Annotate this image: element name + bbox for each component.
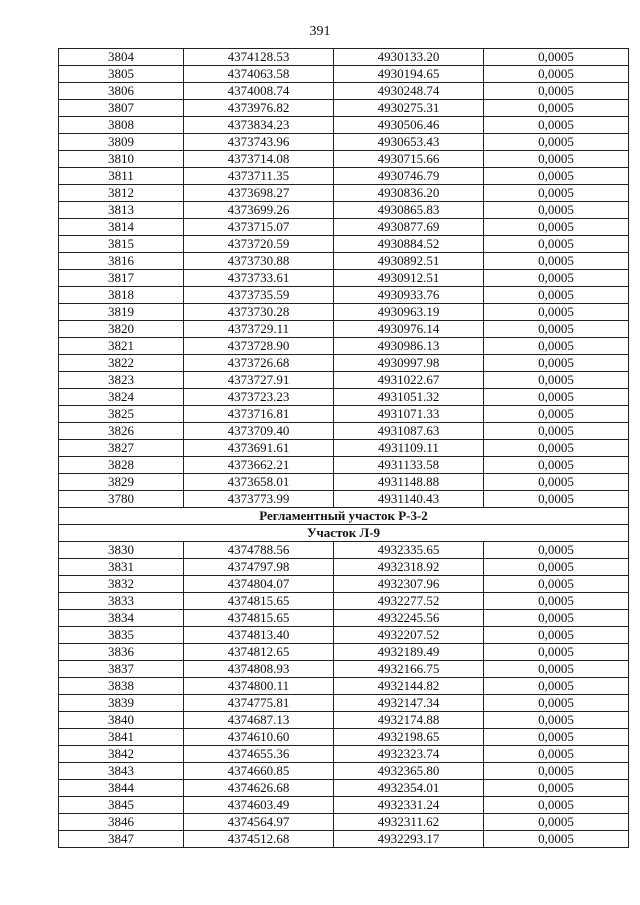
table-row	[59, 287, 629, 304]
y-coordinate-cell: 4930715.66	[334, 151, 484, 168]
y-coordinate-cell: 4930912.51	[334, 270, 484, 287]
accuracy-cell: 0,0005	[484, 406, 629, 423]
y-coordinate-cell: 4932198.65	[334, 729, 484, 746]
y-coordinate-cell: 4932311.62	[334, 814, 484, 831]
y-coordinate-cell: 4932245.56	[334, 610, 484, 627]
accuracy-cell: 0,0005	[484, 117, 629, 134]
table-row	[59, 168, 629, 185]
y-coordinate-cell: 4931133.58	[334, 457, 484, 474]
y-coordinate-cell: 4931022.67	[334, 372, 484, 389]
x-coordinate-cell: 4374512.68	[184, 831, 334, 848]
y-coordinate-cell: 4930865.83	[334, 202, 484, 219]
point-number-cell: 3822	[59, 355, 184, 372]
x-coordinate-cell: 4374008.74	[184, 83, 334, 100]
point-number-cell: 3826	[59, 423, 184, 440]
y-coordinate-cell: 4932144.82	[334, 678, 484, 695]
table-row	[59, 423, 629, 440]
y-coordinate-cell: 4932293.17	[334, 831, 484, 848]
x-coordinate-cell: 4373699.26	[184, 202, 334, 219]
y-coordinate-cell: 4930976.14	[334, 321, 484, 338]
point-number-cell: 3807	[59, 100, 184, 117]
accuracy-cell: 0,0005	[484, 661, 629, 678]
accuracy-cell: 0,0005	[484, 304, 629, 321]
point-number-cell: 3834	[59, 610, 184, 627]
point-number-cell: 3780	[59, 491, 184, 508]
table-row	[59, 338, 629, 355]
x-coordinate-cell: 4374687.13	[184, 712, 334, 729]
y-coordinate-cell: 4930986.13	[334, 338, 484, 355]
y-coordinate-cell: 4932207.52	[334, 627, 484, 644]
accuracy-cell: 0,0005	[484, 644, 629, 661]
point-number-cell: 3829	[59, 474, 184, 491]
y-coordinate-cell: 4932331.24	[334, 797, 484, 814]
table-row	[59, 576, 629, 593]
x-coordinate-cell: 4373720.59	[184, 236, 334, 253]
accuracy-cell: 0,0005	[484, 321, 629, 338]
accuracy-cell: 0,0005	[484, 440, 629, 457]
y-coordinate-cell: 4932335.65	[334, 542, 484, 559]
accuracy-cell: 0,0005	[484, 253, 629, 270]
table-row	[59, 219, 629, 236]
y-coordinate-cell: 4930194.65	[334, 66, 484, 83]
x-coordinate-cell: 4374812.65	[184, 644, 334, 661]
page-number: 391	[309, 24, 331, 39]
point-number-cell: 3811	[59, 168, 184, 185]
table-row	[59, 49, 629, 66]
y-coordinate-cell: 4930836.20	[334, 185, 484, 202]
y-coordinate-cell: 4932318.92	[334, 559, 484, 576]
point-number-cell: 3812	[59, 185, 184, 202]
table-row	[59, 185, 629, 202]
accuracy-cell: 0,0005	[484, 151, 629, 168]
accuracy-cell: 0,0005	[484, 457, 629, 474]
accuracy-cell: 0,0005	[484, 49, 629, 66]
table-row	[59, 644, 629, 661]
x-coordinate-cell: 4373743.96	[184, 134, 334, 151]
accuracy-cell: 0,0005	[484, 491, 629, 508]
x-coordinate-cell: 4373662.21	[184, 457, 334, 474]
x-coordinate-cell: 4374610.60	[184, 729, 334, 746]
table-row	[59, 321, 629, 338]
table-row	[59, 151, 629, 168]
x-coordinate-cell: 4374800.11	[184, 678, 334, 695]
accuracy-cell: 0,0005	[484, 746, 629, 763]
y-coordinate-cell: 4931148.88	[334, 474, 484, 491]
x-coordinate-cell: 4373727.91	[184, 372, 334, 389]
table-row	[59, 763, 629, 780]
x-coordinate-cell: 4374626.68	[184, 780, 334, 797]
x-coordinate-cell: 4373976.82	[184, 100, 334, 117]
x-coordinate-cell: 4373729.11	[184, 321, 334, 338]
x-coordinate-cell: 4374815.65	[184, 610, 334, 627]
table-row	[59, 406, 629, 423]
accuracy-cell: 0,0005	[484, 83, 629, 100]
accuracy-cell: 0,0005	[484, 627, 629, 644]
y-coordinate-cell: 4932174.88	[334, 712, 484, 729]
x-coordinate-cell: 4373715.07	[184, 219, 334, 236]
point-number-cell: 3837	[59, 661, 184, 678]
section-title: Регламентный участок Р-3-2	[59, 508, 629, 525]
point-number-cell: 3814	[59, 219, 184, 236]
x-coordinate-cell: 4373711.35	[184, 168, 334, 185]
table-row	[59, 355, 629, 372]
point-number-cell: 3820	[59, 321, 184, 338]
y-coordinate-cell: 4932323.74	[334, 746, 484, 763]
table-row	[59, 610, 629, 627]
table-row	[59, 202, 629, 219]
y-coordinate-cell: 4930963.19	[334, 304, 484, 321]
x-coordinate-cell: 4373733.61	[184, 270, 334, 287]
y-coordinate-cell: 4930892.51	[334, 253, 484, 270]
accuracy-cell: 0,0005	[484, 287, 629, 304]
x-coordinate-cell: 4374660.85	[184, 763, 334, 780]
y-coordinate-cell: 4931051.32	[334, 389, 484, 406]
table-row	[59, 100, 629, 117]
point-number-cell: 3804	[59, 49, 184, 66]
y-coordinate-cell: 4930248.74	[334, 83, 484, 100]
y-coordinate-cell: 4930933.76	[334, 287, 484, 304]
table-row	[59, 695, 629, 712]
point-number-cell: 3839	[59, 695, 184, 712]
x-coordinate-cell: 4373691.61	[184, 440, 334, 457]
point-number-cell: 3838	[59, 678, 184, 695]
y-coordinate-cell: 4931109.11	[334, 440, 484, 457]
table-row	[59, 542, 629, 559]
accuracy-cell: 0,0005	[484, 763, 629, 780]
y-coordinate-cell: 4931140.43	[334, 491, 484, 508]
table-row	[59, 372, 629, 389]
point-number-cell: 3846	[59, 814, 184, 831]
y-coordinate-cell: 4932365.80	[334, 763, 484, 780]
y-coordinate-cell: 4932147.34	[334, 695, 484, 712]
x-coordinate-cell: 4373735.59	[184, 287, 334, 304]
point-number-cell: 3823	[59, 372, 184, 389]
table-row	[59, 389, 629, 406]
accuracy-cell: 0,0005	[484, 236, 629, 253]
y-coordinate-cell: 4932277.52	[334, 593, 484, 610]
table-row	[59, 797, 629, 814]
point-number-cell: 3806	[59, 83, 184, 100]
accuracy-cell: 0,0005	[484, 678, 629, 695]
accuracy-cell: 0,0005	[484, 134, 629, 151]
accuracy-cell: 0,0005	[484, 372, 629, 389]
table-row	[59, 253, 629, 270]
coordinates-table	[58, 48, 629, 848]
table-row	[59, 270, 629, 287]
table-row	[59, 712, 629, 729]
x-coordinate-cell: 4374775.81	[184, 695, 334, 712]
accuracy-cell: 0,0005	[484, 831, 629, 848]
y-coordinate-cell: 4932307.96	[334, 576, 484, 593]
point-number-cell: 3830	[59, 542, 184, 559]
point-number-cell: 3831	[59, 559, 184, 576]
x-coordinate-cell: 4373698.27	[184, 185, 334, 202]
point-number-cell: 3828	[59, 457, 184, 474]
table-row	[59, 831, 629, 848]
y-coordinate-cell: 4930653.43	[334, 134, 484, 151]
point-number-cell: 3810	[59, 151, 184, 168]
y-coordinate-cell: 4931087.63	[334, 423, 484, 440]
table-row	[59, 474, 629, 491]
point-number-cell: 3805	[59, 66, 184, 83]
coordinates-table-body	[59, 49, 629, 848]
accuracy-cell: 0,0005	[484, 780, 629, 797]
table-row	[59, 559, 629, 576]
point-number-cell: 3833	[59, 593, 184, 610]
y-coordinate-cell: 4930746.79	[334, 168, 484, 185]
x-coordinate-cell: 4374128.53	[184, 49, 334, 66]
point-number-cell: 3835	[59, 627, 184, 644]
accuracy-cell: 0,0005	[484, 168, 629, 185]
table-row	[59, 627, 629, 644]
x-coordinate-cell: 4373728.90	[184, 338, 334, 355]
table-row	[59, 678, 629, 695]
accuracy-cell: 0,0005	[484, 712, 629, 729]
accuracy-cell: 0,0005	[484, 423, 629, 440]
point-number-cell: 3821	[59, 338, 184, 355]
y-coordinate-cell: 4932166.75	[334, 661, 484, 678]
x-coordinate-cell: 4374603.49	[184, 797, 334, 814]
x-coordinate-cell: 4374788.56	[184, 542, 334, 559]
accuracy-cell: 0,0005	[484, 610, 629, 627]
y-coordinate-cell: 4930133.20	[334, 49, 484, 66]
accuracy-cell: 0,0005	[484, 270, 629, 287]
accuracy-cell: 0,0005	[484, 100, 629, 117]
x-coordinate-cell: 4374063.58	[184, 66, 334, 83]
point-number-cell: 3832	[59, 576, 184, 593]
y-coordinate-cell: 4930275.31	[334, 100, 484, 117]
table-row	[59, 304, 629, 321]
point-number-cell: 3819	[59, 304, 184, 321]
table-row	[59, 729, 629, 746]
accuracy-cell: 0,0005	[484, 695, 629, 712]
x-coordinate-cell: 4373716.81	[184, 406, 334, 423]
point-number-cell: 3813	[59, 202, 184, 219]
x-coordinate-cell: 4374655.36	[184, 746, 334, 763]
accuracy-cell: 0,0005	[484, 542, 629, 559]
point-number-cell: 3815	[59, 236, 184, 253]
accuracy-cell: 0,0005	[484, 729, 629, 746]
table-row	[59, 814, 629, 831]
point-number-cell: 3808	[59, 117, 184, 134]
accuracy-cell: 0,0005	[484, 66, 629, 83]
point-number-cell: 3825	[59, 406, 184, 423]
accuracy-cell: 0,0005	[484, 576, 629, 593]
table-row	[59, 746, 629, 763]
x-coordinate-cell: 4374797.98	[184, 559, 334, 576]
x-coordinate-cell: 4373730.28	[184, 304, 334, 321]
table-row	[59, 457, 629, 474]
x-coordinate-cell: 4374815.65	[184, 593, 334, 610]
point-number-cell: 3844	[59, 780, 184, 797]
y-coordinate-cell: 4932189.49	[334, 644, 484, 661]
x-coordinate-cell: 4373834.23	[184, 117, 334, 134]
table-row	[59, 117, 629, 134]
table-row	[59, 780, 629, 797]
point-number-cell: 3824	[59, 389, 184, 406]
y-coordinate-cell: 4930506.46	[334, 117, 484, 134]
x-coordinate-cell: 4373709.40	[184, 423, 334, 440]
point-number-cell: 3836	[59, 644, 184, 661]
x-coordinate-cell: 4373726.68	[184, 355, 334, 372]
y-coordinate-cell: 4930877.69	[334, 219, 484, 236]
accuracy-cell: 0,0005	[484, 593, 629, 610]
point-number-cell: 3843	[59, 763, 184, 780]
y-coordinate-cell: 4932354.01	[334, 780, 484, 797]
table-row	[59, 83, 629, 100]
accuracy-cell: 0,0005	[484, 338, 629, 355]
section-title-row	[59, 508, 629, 525]
point-number-cell: 3847	[59, 831, 184, 848]
x-coordinate-cell: 4374808.93	[184, 661, 334, 678]
point-number-cell: 3809	[59, 134, 184, 151]
accuracy-cell: 0,0005	[484, 559, 629, 576]
table-row	[59, 66, 629, 83]
x-coordinate-cell: 4374804.07	[184, 576, 334, 593]
x-coordinate-cell: 4373730.88	[184, 253, 334, 270]
y-coordinate-cell: 4930884.52	[334, 236, 484, 253]
x-coordinate-cell: 4373658.01	[184, 474, 334, 491]
x-coordinate-cell: 4374564.97	[184, 814, 334, 831]
subsection-title: Участок Л-9	[59, 525, 629, 542]
accuracy-cell: 0,0005	[484, 202, 629, 219]
y-coordinate-cell: 4931071.33	[334, 406, 484, 423]
point-number-cell: 3816	[59, 253, 184, 270]
x-coordinate-cell: 4374813.40	[184, 627, 334, 644]
table-row	[59, 491, 629, 508]
accuracy-cell: 0,0005	[484, 219, 629, 236]
point-number-cell: 3845	[59, 797, 184, 814]
table-row	[59, 236, 629, 253]
point-number-cell: 3827	[59, 440, 184, 457]
table-row	[59, 593, 629, 610]
point-number-cell: 3818	[59, 287, 184, 304]
table-row	[59, 661, 629, 678]
y-coordinate-cell: 4930997.98	[334, 355, 484, 372]
point-number-cell: 3840	[59, 712, 184, 729]
subsection-title-row	[59, 525, 629, 542]
accuracy-cell: 0,0005	[484, 355, 629, 372]
point-number-cell: 3817	[59, 270, 184, 287]
x-coordinate-cell: 4373773.99	[184, 491, 334, 508]
accuracy-cell: 0,0005	[484, 185, 629, 202]
accuracy-cell: 0,0005	[484, 797, 629, 814]
table-row	[59, 134, 629, 151]
accuracy-cell: 0,0005	[484, 814, 629, 831]
accuracy-cell: 0,0005	[484, 389, 629, 406]
accuracy-cell: 0,0005	[484, 474, 629, 491]
table-row	[59, 440, 629, 457]
x-coordinate-cell: 4373723.23	[184, 389, 334, 406]
x-coordinate-cell: 4373714.08	[184, 151, 334, 168]
point-number-cell: 3842	[59, 746, 184, 763]
point-number-cell: 3841	[59, 729, 184, 746]
